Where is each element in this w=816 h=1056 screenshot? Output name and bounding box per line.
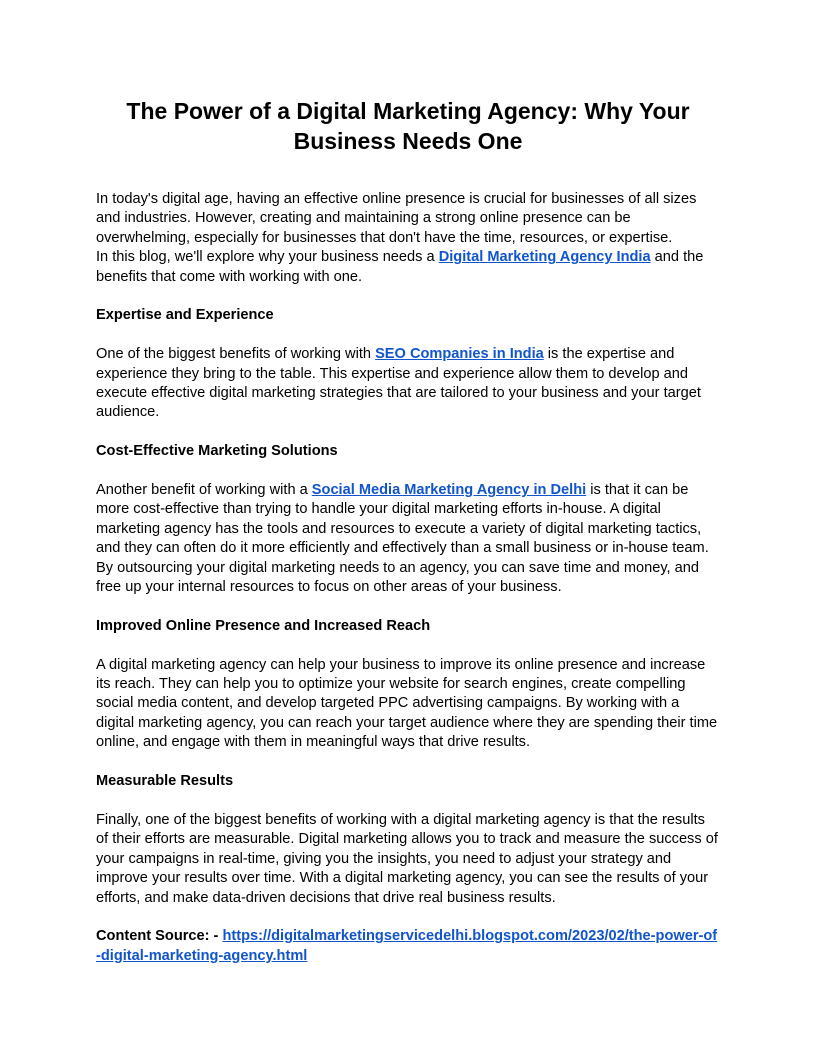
section-body-presence: A digital marketing agency can help your business to improve its online presence and increase its reach. They can help you to optimize your website for search engines, create compelling social media content, and develop targeted PPC advertising campaigns. By working with a digital marketing agency, you can reach your target audience where they are spending their time online, and engage with them in meaningful ways that drive results.: [96, 656, 718, 751]
cost-text-before: Another benefit of working with a: [96, 482, 312, 499]
intro-paragraph: In today's digital age, having an effective online presence is crucial for businesses of all sizes and industries. However, creating and maintaining a strong online presence can be overwhelming, especially for businesses that don't have the time, resources, or expertise.: [96, 191, 697, 246]
section-body-results: Finally, one of the biggest benefits of working with a digital marketing agency is that the results of their efforts are measurable. Digital marketing allows you to track and measure the success of your campaigns in real-time, giving you the insights, you need to adjust your strategy and improve your results over time. With a digital marketing agency, you can see the results of your efforts, and make data-driven decisions that drive real business results.: [96, 811, 718, 906]
section-heading-cost: Cost-Effective Marketing Solutions: [96, 443, 338, 460]
content-source: [96, 927, 720, 966]
intro-text-after: and the benefits that come with working with one.: [96, 249, 704, 285]
section-body-cost: [96, 481, 720, 597]
section-body-expertise: [96, 345, 720, 423]
page-title: The Power of a Digital Marketing Agency: Why Your Business Needs One: [126, 98, 690, 154]
section-heading-results: Measurable Results: [96, 773, 234, 790]
content-source-link[interactable]: https://digitalmarketingservicedelhi.blogspot.com/2023/02/the-power-of-digital-marketing-agency.html: [96, 928, 718, 964]
cost-text-after: is that it can be more cost-effective than trying to handle your digital marketing efforts in-house. A digital marketing agency has the tools and resources to execute a variety of digital marketing tactics, and they can often do it more efficiently and effectively than a small business or in-house team. By outsourcing your digital marketing needs to an agency, you can save time and money, and free up your internal resources to focus on other areas of your business.: [96, 482, 709, 596]
digital-marketing-agency-india-link[interactable]: Digital Marketing Agency India: [438, 249, 651, 266]
content-source-label: Content Source: -: [96, 928, 223, 945]
expertise-text-before: One of the biggest benefits of working with: [96, 346, 376, 363]
section-heading-expertise: Expertise and Experience: [96, 307, 274, 324]
intro-paragraph-2: [96, 248, 720, 287]
social-media-agency-delhi-link[interactable]: Social Media Marketing Agency in Delhi: [311, 482, 587, 499]
section-heading-presence: Improved Online Presence and Increased Reach: [96, 617, 431, 634]
seo-companies-india-link[interactable]: SEO Companies in India: [375, 346, 544, 363]
intro-text-before: In this blog, we'll explore why your business needs a: [96, 249, 439, 266]
document-page: [96, 96, 720, 966]
expertise-text-after: is the expertise and experience they bring to the table. This expertise and experience allow them to develop and execute effective digital marketing strategies that are tailored to your business and your target audience.: [96, 346, 701, 421]
